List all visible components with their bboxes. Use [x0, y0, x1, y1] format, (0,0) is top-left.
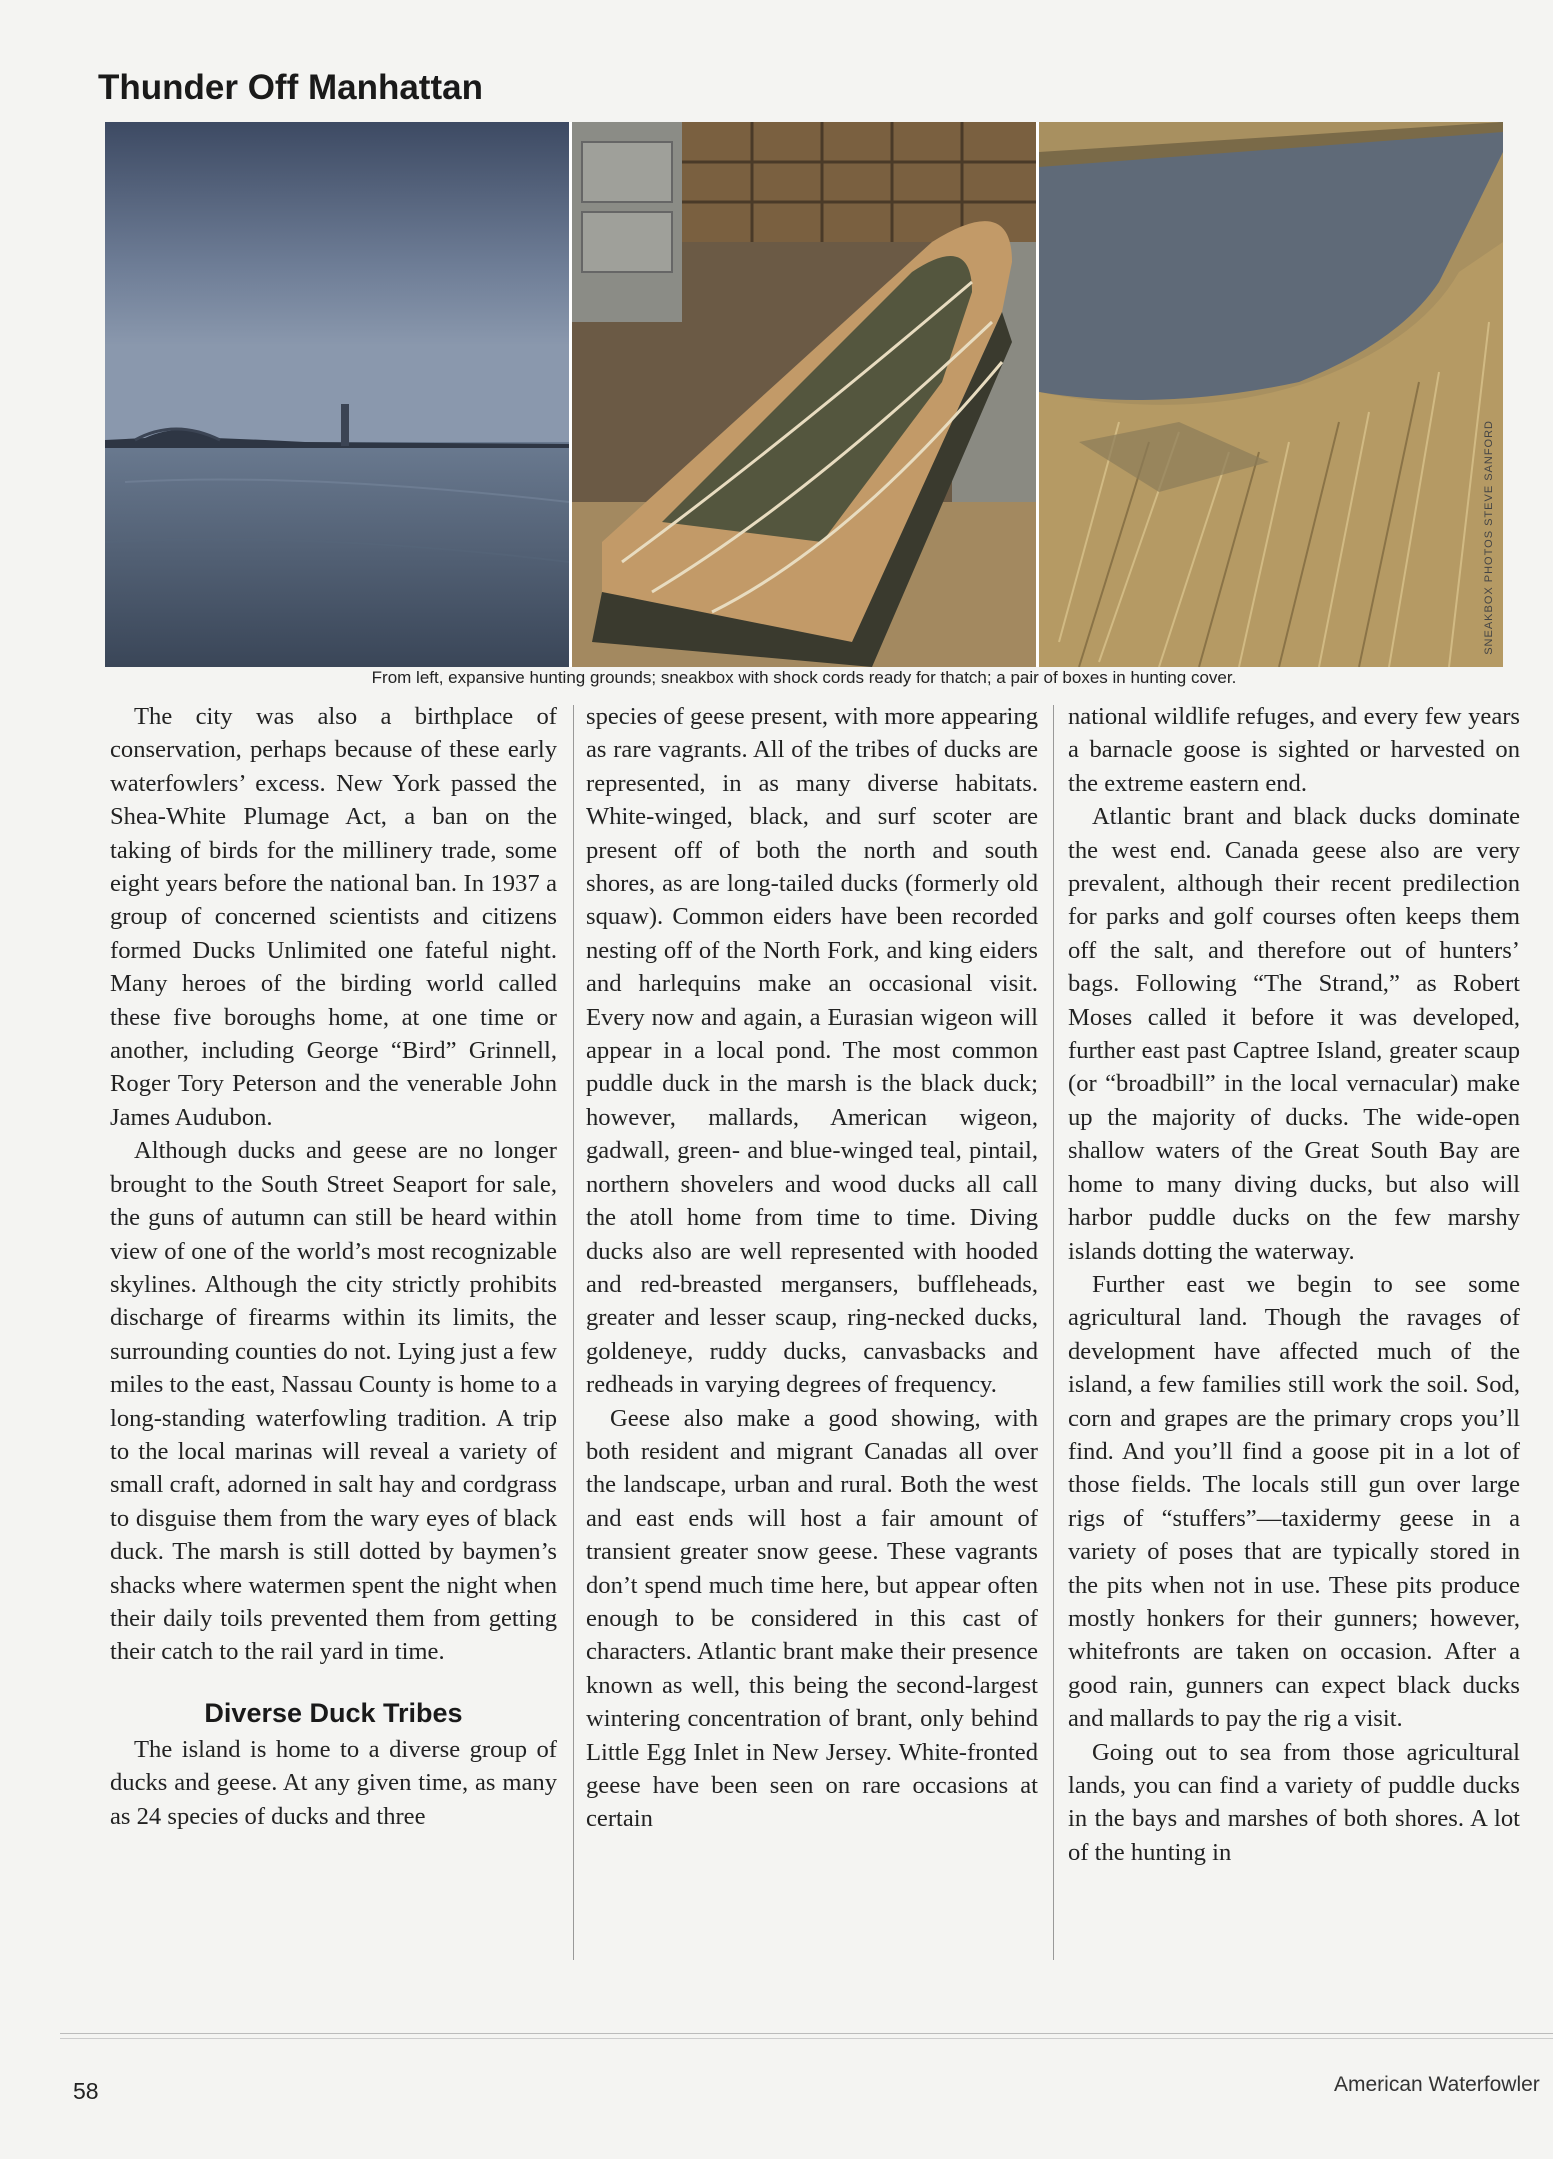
- column-2: [586, 700, 1038, 1980]
- column-3: [1068, 700, 1520, 1980]
- photo-sneakbox: [572, 122, 1039, 667]
- paragraph: Geese also make a good showing, with both resident and migrant Canadas all over the landscape, urban and rural. Both the west and east ends will host a fair amount of transient greater snow geese. These vagrants don’t spend much time here, but appear often enough to be considered in this cast of characters. Atlantic brant make their presence known as well, this being the second-largest wintering concentration of brant, only behind Little Egg Inlet in New Jersey. White-fronted geese have been seen on rare occasions at certain: [586, 1404, 1038, 1833]
- page-title: Thunder Off Manhattan: [98, 68, 483, 107]
- page-number: 58: [73, 2078, 99, 2104]
- paragraph: Atlantic brant and black ducks dominate the west end. Canada geese also are very prevalent, although their recent predilection for parks and golf courses often keeps them off the salt, and therefore out of hunters’ bags. Following “The Strand,” as Robert Moses called it before it was developed, further east past Captree Island, greater scaup (or “broadbill” in the local vernacular) make up the majority of ducks. The wide-open shallow waters of the Great South Bay are home to many diving ducks, but also will harbor puddle ducks on the few marshy islands dotting the waterway.: [1068, 803, 1520, 1265]
- photo-hunting-grounds: [105, 122, 572, 667]
- paragraph: The city was also a birthplace of conservation, perhaps because of these early waterfowlers’ excess. New York passed the Shea-White Plumage Act, a ban on the taking of birds for the millinery trade, some eight years before the national ban. In 1937 a group of concerned scientists and citizens formed Ducks Unlimited one fateful night. Many heroes of the birding world called these five boroughs home, at one time or another, including George “Bird” Grinnell, Roger Tory Peterson and the venerable John James Audubon.: [110, 703, 557, 1131]
- paragraph: Going out to sea from those agricultural lands, you can find a variety of puddle ducks in the bays and marshes of both shores. A lot of the hunting in: [1068, 1738, 1520, 1866]
- article-body: [110, 700, 1520, 1980]
- column-1: [110, 700, 557, 1980]
- paragraph: Although ducks and geese are no longer brought to the South Street Seaport for sale, the guns of autumn can still be heard within view of one of the world’s most recognizable skylines. Although the city strictly prohibits discharge of firearms within its limits, the surrounding counties do not. Lying just a few miles to the east, Nassau County is home to a long-standing waterfowling tradition. A trip to the local marinas will reveal a variety of small craft, adorned in salt hay and cordgrass to disguise them from the wary eyes of black duck. The marsh is still dotted by baymen’s shacks where watermen spent the night when their daily toils prevented them from getting their catch to the rail yard in time.: [110, 1137, 557, 1666]
- photo-strip: [105, 122, 1503, 667]
- photo-credit: SNEAKBOX PHOTOS STEVE SANFORD: [1483, 420, 1495, 655]
- paragraph: The island is home to a diverse group of ducks and geese. At any given time, as many as 24 species of ducks and three: [110, 1735, 557, 1830]
- section-subhead: Diverse Duck Tribes: [204, 1697, 463, 1728]
- photo-caption: From left, expansive hunting grounds; sneakbox with shock cords ready for thatch; a pair of boxes in hunting cover.: [371, 668, 1237, 687]
- paragraph: species of geese present, with more appearing as rare vagrants. All of the tribes of ducks are represented, in as many diverse habitats. White-winged, black, and surf scoter are present off of both the north and south shores, as are long-tailed ducks (formerly old squaw). Common eiders have been recorded nesting off of the North Fork, and king eiders and harlequins make an occasional visit. Every now and again, a Eurasian wigeon will appear in a local pond. The most common puddle duck in the marsh is the black duck; however, mallards, American wigeon, gadwall, green- and blue-winged teal, pintail, northern shovelers and wood ducks all call the atoll home from time to time. Diving ducks also are well represented with hooded and red-breasted mergansers, buffleheads, greater and lesser scaup, ring-necked ducks, goldeneye, ruddy ducks, canvasbacks and redheads in varying degrees of frequency.: [586, 703, 1038, 1399]
- magazine-name: American Waterfowler: [1334, 2073, 1540, 2096]
- photo-boxes-in-cover: [1039, 122, 1503, 667]
- footer-rule: [60, 2033, 1553, 2039]
- paragraph: national wildlife refuges, and every few years a barnacle goose is sighted or harvested on the extreme eastern end.: [1068, 703, 1520, 797]
- paragraph: Further east we begin to see some agricultural land. Though the ravages of development have affected much of the island, a few families still work the soil. Sod, corn and grapes are the primary crops you’ll find. And you’ll find a goose pit in a lot of those fields. The locals still gun over large rigs of “stuffers”—taxidermy geese in a variety of poses that are typically stored in the pits when not in use. These pits produce mostly honkers for their gunners; however, whitefronts are taken on occasion. After a good rain, gunners can expect black ducks and mallards to pay the rig a visit.: [1068, 1270, 1520, 1733]
